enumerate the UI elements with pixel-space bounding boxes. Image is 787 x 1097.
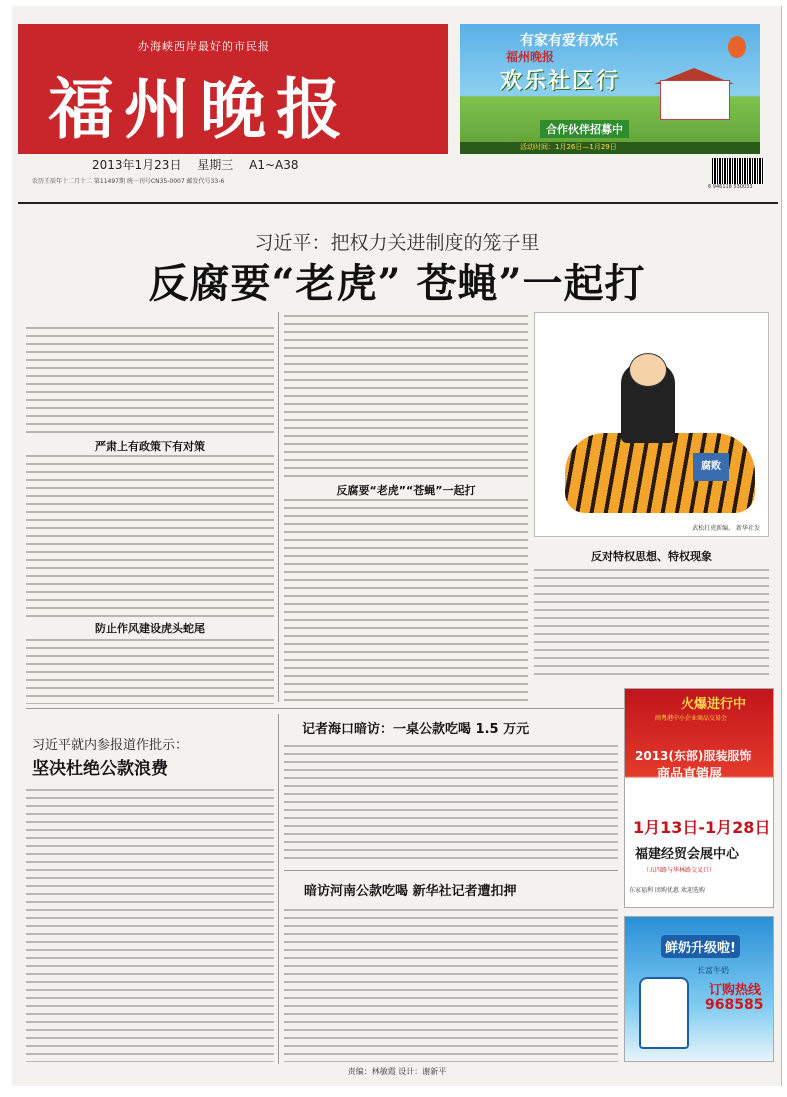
expo-venue: 福建经贸会展中心: [635, 847, 740, 862]
article-text-col1: [26, 324, 274, 704]
mid-article2-headline[interactable]: 暗访河南公款吃喝 新华社记者遭扣押: [304, 884, 517, 899]
mid-article1-headline[interactable]: 记者海口暗访：一桌公款吃喝 1.5 万元: [302, 722, 530, 737]
milk-advertisement[interactable]: [624, 916, 774, 1062]
top-advertisement[interactable]: [460, 24, 760, 154]
issue-date: 2013年1月23日: [92, 158, 182, 172]
barcode-icon: [712, 158, 764, 184]
lead-headline[interactable]: 反腐要“老虎” 苍蝇”一起打: [148, 260, 646, 307]
expo-footer: 东家福利 团购优惠 欢迎选购: [629, 887, 705, 894]
header-rule: [18, 202, 778, 204]
column-divider-2: [278, 714, 279, 1064]
top-ad-line2: 福州晚报: [506, 50, 555, 64]
expo-tag: 火爆进行中: [681, 697, 747, 712]
issue-pages: A1~A38: [249, 158, 299, 172]
top-ad-line3: 欢乐社区行: [500, 69, 621, 94]
lead-kicker: 习近平：把权力关进制度的笼子里: [254, 232, 540, 254]
masthead-slogan: 办海峡西岸最好的市民报: [138, 40, 270, 53]
expo-sub: 闽粤港中小企业商品交易会: [655, 715, 728, 722]
left-article-kicker: 习近平就内参报道作批示：: [32, 738, 189, 753]
section-rule: [26, 708, 624, 709]
subhead-4: 反对特权思想、特权现象: [534, 548, 769, 564]
expo-venue-sub: （五四路与华林路交叉口）: [643, 867, 716, 874]
mid-rule: [284, 870, 618, 871]
milk-hotline-label: 订购热线: [709, 983, 762, 998]
page-footer: 责编：林敏霞 设计：谢新平: [347, 1067, 447, 1076]
masthead-title: 福州晚报: [48, 70, 352, 148]
dateline: [92, 156, 311, 173]
milk-brand: 长富牛奶: [697, 966, 729, 975]
cartoon-caption: 武松打虎新编。 新华社发: [692, 525, 760, 532]
subhead-2: 防止作风建设虎头蛇尾: [26, 620, 274, 636]
left-article-text: [26, 786, 274, 1062]
milk-hotline: 968585: [705, 997, 764, 1013]
subhead-3: 反腐要“老虎”“苍蝇”一起打: [284, 482, 528, 498]
cartoon-sign: 腐败: [693, 453, 729, 481]
face-icon: [629, 353, 667, 387]
expo-dates: 1月13日-1月28日: [633, 818, 771, 837]
top-ad-line1: 有家有爱有欢乐: [520, 33, 618, 49]
expo-advertisement[interactable]: [624, 688, 774, 908]
mid-article2-text: [284, 906, 618, 1062]
subhead-1: 严肃上有政策下有对策: [26, 438, 274, 454]
balloon-icon: [728, 36, 746, 58]
expo-event: 2013(东部)服装服饰: [635, 749, 752, 763]
expo-event2: 商品直销展: [657, 767, 723, 782]
milk-headline: 鲜奶升级啦!: [661, 935, 740, 958]
issue-weekday: 星期三: [197, 158, 234, 172]
article-text-col2: [284, 312, 528, 702]
masthead: [18, 24, 448, 154]
house-icon: [660, 80, 730, 120]
barcode-number: 6 946118 530033: [708, 184, 753, 190]
column-divider: [278, 312, 279, 702]
milk-bottle-icon: [639, 977, 689, 1049]
top-ad-strip: 活动时间：1月26日—1月29日: [460, 142, 760, 154]
editorial-cartoon: [534, 312, 769, 537]
article-text-col3: [534, 566, 769, 678]
left-article-headline[interactable]: 坚决杜绝公款浪费: [32, 759, 168, 779]
newspaper-page: [12, 6, 782, 1086]
issue-meta: 农历壬辰年十二月十二 第11497期 统一刊号CN35-0007 邮发代号33-6: [32, 178, 225, 185]
mid-article1-text: [284, 742, 618, 862]
top-ad-line4: 合作伙伴招募中: [540, 120, 629, 138]
